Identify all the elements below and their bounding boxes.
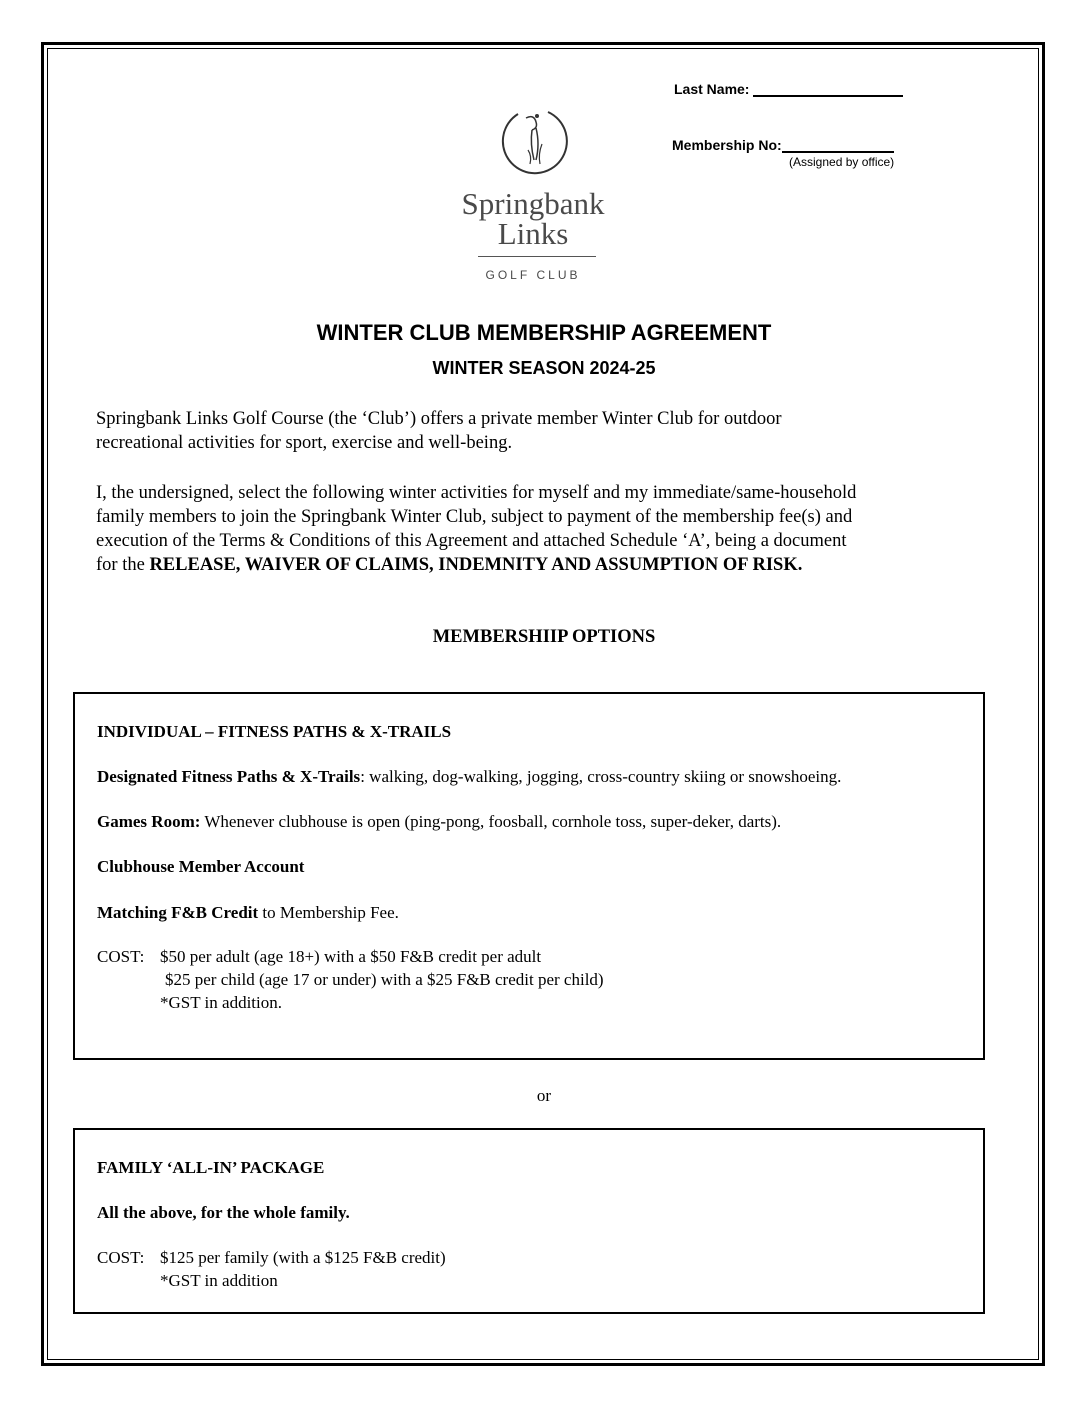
agreement-line-4-prefix: for the: [96, 555, 150, 575]
membership-no-blank[interactable]: [782, 137, 894, 153]
fitness-paths-desc: : walking, dog-walking, jogging, cross-country skiing or snowshoeing.: [360, 767, 842, 786]
membership-options-heading: MEMBERSHIIP OPTIONS: [432, 627, 656, 647]
agreement-line-4: [96, 553, 976, 577]
family-cost-label: COST:: [97, 1248, 145, 1267]
cost-adult: $50 per adult (age 18+) with a $50 F&B credit per adult: [160, 947, 542, 966]
agreement-paragraph: [96, 481, 976, 577]
family-gst-note: *GST in addition: [160, 1271, 278, 1290]
logo-line-springbank: Springbank: [461, 186, 605, 221]
membership-no-field[interactable]: [672, 137, 894, 153]
agreement-line-1: I, the undersigned, select the following winter activities for myself and my immediate/same-household: [96, 483, 857, 503]
logo-golf-club: GOLF CLUB: [485, 268, 581, 282]
last-name-blank[interactable]: [753, 81, 903, 97]
fitness-paths-label: Designated Fitness Paths & X-Trails: [97, 767, 361, 786]
logo-line-links: Links: [497, 216, 569, 251]
release-waiver-text: RELEASE, WAIVER OF CLAIMS, INDEMNITY AND ASSUMPTION OF RISK.: [149, 555, 803, 575]
family-all-above: [97, 1203, 350, 1223]
last-name-field[interactable]: [674, 81, 903, 97]
individual-heading: [97, 722, 451, 742]
document-subtitle: WINTER SEASON 2024-25: [432, 358, 656, 378]
membership-no-label: Membership No:: [672, 137, 782, 153]
games-room-label: Games Room:: [97, 812, 201, 831]
family-option-box[interactable]: [73, 1128, 985, 1314]
fitness-paths-line: [97, 767, 841, 787]
fb-credit-label: Matching F&B Credit: [97, 903, 259, 922]
last-name-label: Last Name:: [674, 81, 750, 97]
family-heading: [97, 1158, 324, 1178]
intro-paragraph: [96, 407, 976, 455]
logo-divider: [478, 256, 596, 257]
family-heading-text: FAMILY ‘ALL-IN’ PACKAGE: [97, 1158, 325, 1177]
cost-child: $25 per child (age 17 or under) with a $25 F&B credit per child): [165, 970, 604, 989]
assigned-by-office-note: (Assigned by office): [789, 155, 895, 169]
member-account-line: [97, 857, 304, 877]
family-cost: $125 per family (with a $125 F&B credit): [160, 1248, 446, 1267]
individual-heading-text: INDIVIDUAL – FITNESS PATHS & X-TRAILS: [97, 722, 452, 741]
intro-line-2: recreational activities for sport, exercise and well-being.: [96, 433, 513, 453]
intro-line-1: Springbank Links Golf Course (the ‘Club’) offers a private member Winter Club for outdoor: [96, 409, 782, 429]
family-all-above-text: All the above, for the whole family.: [97, 1203, 350, 1222]
fb-credit-line: [97, 903, 399, 923]
document-title: WINTER CLUB MEMBERSHIP AGREEMENT: [316, 320, 772, 345]
individual-option-box[interactable]: [73, 692, 985, 1060]
individual-cost-label: COST:: [97, 947, 145, 966]
member-account-label: Clubhouse Member Account: [97, 857, 305, 876]
games-room-desc: Whenever clubhouse is open (ping-pong, foosball, cornhole toss, super-deker, darts).: [200, 812, 782, 831]
games-room-line: [97, 812, 781, 832]
individual-gst-note: *GST in addition.: [160, 993, 282, 1012]
agreement-line-3: execution of the Terms & Conditions of this Agreement and attached Schedule ‘A’, being a document: [96, 531, 847, 551]
or-separator: or: [536, 1086, 552, 1105]
springbank-logo: [448, 104, 618, 284]
golfer-emblem-icon: [448, 104, 618, 176]
fb-credit-desc: to Membership Fee.: [258, 903, 399, 922]
agreement-line-2: family members to join the Springbank Winter Club, subject to payment of the membership fee(s) and: [96, 507, 853, 527]
